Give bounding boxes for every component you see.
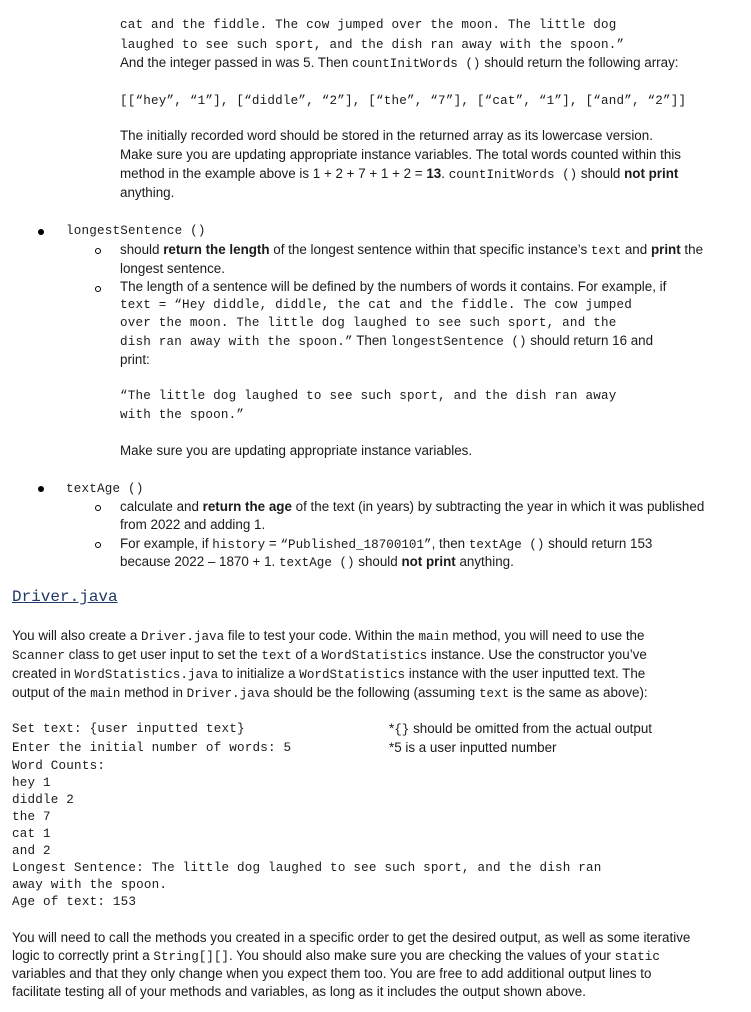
- final-line-4: facilitate testing all of your methods and variables, as long as it includes the output shown above.: [12, 984, 586, 999]
- output-line: and 2: [12, 844, 51, 858]
- driver-p-line1: [12, 627, 737, 646]
- textage-sub2-mid: , then: [431, 536, 469, 551]
- longest-sub1-mid: of the longest sentence within that specific instance’s: [269, 242, 591, 257]
- side-note-1: [389, 720, 652, 739]
- final-line-1: You will need to call the methods you created in a specific order to get the desired output, as well as some iterative: [12, 930, 691, 945]
- textage-sub1-pre: calculate and: [120, 499, 203, 514]
- final-2-code: String[][]: [153, 950, 229, 964]
- output-line: Longest Sentence: The little dog laughed to see such sport, and the dish ran: [12, 861, 602, 875]
- longest-sub2-code4: longestSentence (): [390, 335, 527, 349]
- longest-sub1-post: the: [680, 242, 704, 257]
- longest-sub1-pre: should: [120, 242, 164, 257]
- textage-sub2-l2-post: anything.: [455, 554, 514, 569]
- longest-sub1-line2: longest sentence.: [120, 261, 225, 276]
- driver-p3-c: instance with the user inputted text. The: [405, 666, 646, 681]
- longest-method-name: longestSentence (): [66, 224, 206, 238]
- intro-line-3-post: should return the following array:: [480, 55, 679, 70]
- driver-p4-c: should be the following (assuming: [269, 685, 479, 700]
- output-line: cat 1: [12, 827, 51, 841]
- driver-p-line4: [12, 684, 737, 703]
- textage-sub2-code3: textAge (): [468, 538, 545, 552]
- textage-sub2-l2-bold: not print: [401, 554, 456, 569]
- output-line: Enter the initial number of words: 5: [12, 741, 292, 755]
- longest-sub1-code: text: [590, 244, 622, 258]
- final-line-3: variables and that they only change when you expect them too. You are free to add additional output lines to: [12, 966, 652, 981]
- intro-note-3-post: should: [577, 166, 625, 181]
- driver-p3-code2: WordStatistics: [299, 668, 406, 682]
- example-array: [[“hey”, “1”], [“diddle”, “2”], [“the”, “7”], [“cat”, “1”], [“and”, “2”]]: [120, 94, 687, 108]
- intro-note-1: The initially recorded word should be stored in the returned array as its lowercase version.: [120, 128, 653, 143]
- driver-p2-code2: text: [261, 649, 292, 663]
- side-note-2: *5 is a user inputted number: [389, 740, 557, 755]
- driver-p4-b: method in: [120, 685, 187, 700]
- output-line: away with the spoon.: [12, 878, 168, 892]
- sub-bullet-circle: [95, 248, 101, 254]
- driver-p4-code2: Driver.java: [186, 687, 270, 701]
- driver-p1-c: method, you will need to use the: [448, 628, 645, 643]
- side-note-1-post: should be omitted from the actual output: [409, 721, 653, 736]
- driver-p1-code1: Driver.java: [141, 630, 225, 644]
- driver-p2-code1: Scanner: [12, 649, 65, 663]
- textage-sub2-l2-pre: because 2022 – 1870 + 1.: [120, 554, 279, 569]
- driver-p2-code3: WordStatistics: [321, 649, 428, 663]
- longest-quote-2: with the spoon.”: [120, 408, 245, 422]
- longest-sub1-mid2: and: [621, 242, 651, 257]
- intro-note-4: anything.: [120, 185, 175, 200]
- intro-note-3-bold2: not print: [624, 166, 679, 181]
- driver-p4-code3: text: [478, 687, 510, 701]
- textage-sub1-line1: [120, 498, 732, 516]
- textage-sub2-post: should return 153: [544, 536, 653, 551]
- driver-p-line2: [12, 646, 737, 665]
- driver-p-line3: [12, 665, 737, 684]
- final-line-2: [12, 947, 737, 966]
- textage-sub1-line2: from 2022 and adding 1.: [120, 517, 266, 532]
- intro-code-line-1: cat and the fiddle. The cow jumped over the moon. The little dog: [120, 18, 617, 32]
- longest-sub2-code1: text = “Hey diddle, diddle, the cat and the fiddle. The cow jumped: [120, 298, 632, 312]
- longest-quote-1: “The little dog laughed to see such sport, and the dish ran away: [120, 389, 617, 403]
- side-note-1-code: {}: [394, 723, 410, 737]
- intro-note-3-code: countInitWords (): [448, 168, 578, 182]
- driver-p4-code1: main: [90, 687, 121, 701]
- longest-sub2-post: should return 16 and: [526, 333, 654, 348]
- driver-p3-b: to initialize a: [218, 666, 300, 681]
- textage-sub2-code: history: [212, 538, 266, 552]
- output-line: diddle 2: [12, 793, 75, 807]
- textage-sub2-line1: [120, 535, 732, 554]
- driver-p1-b: file to test your code. Within the: [224, 628, 419, 643]
- textage-sub2-pre: For example, if: [120, 536, 213, 551]
- final-2-mid: . You should also make sure you are checking the values of your: [228, 948, 615, 963]
- intro-note-2: Make sure you are updating appropriate instance variables. The total words counted within this: [120, 147, 681, 162]
- intro-line-3-pre: And the integer passed in was 5. Then: [120, 55, 353, 70]
- sub-bullet-circle: [95, 505, 101, 511]
- bullet-dot: [38, 486, 44, 492]
- longest-sub1-bold2: print: [650, 242, 681, 257]
- driver-p3-a: created in: [12, 666, 75, 681]
- intro-line-3-code: countInitWords (): [352, 57, 481, 71]
- driver-p1-a: You will also create a: [12, 628, 142, 643]
- driver-p4-a: output of the: [12, 685, 91, 700]
- intro-note-3-bold: 13: [426, 166, 442, 181]
- textage-sub1-post: of the text (in years) by subtracting the year in which it was published: [291, 499, 705, 514]
- driver-p2-b: of a: [291, 647, 322, 662]
- bullet-dot: [38, 229, 44, 235]
- driver-p2-a: class to get user input to set the: [64, 647, 262, 662]
- driver-p1-code2: main: [418, 630, 449, 644]
- intro-line-3: [120, 54, 732, 73]
- driver-p4-d: is the same as above):: [509, 685, 648, 700]
- final-2-pre: logic to correctly print a: [12, 948, 154, 963]
- output-line: Set text: {user inputted text}: [12, 722, 245, 736]
- intro-code-line-2: [120, 35, 732, 54]
- sub-bullet-circle: [95, 286, 101, 292]
- textage-method-name: textAge (): [66, 482, 144, 496]
- textage-sub1-bold: return the age: [202, 499, 292, 514]
- longest-note: Make sure you are updating appropriate instance variables.: [120, 443, 473, 458]
- textage-sub2-code2: “Published_18700101”: [280, 538, 432, 552]
- sub-bullet-circle: [95, 542, 101, 548]
- output-line: hey 1: [12, 776, 51, 790]
- textage-sub2-l2-mid: should: [354, 554, 402, 569]
- textage-sub2-eq: =: [265, 536, 281, 551]
- longest-sub2-line5: print:: [120, 352, 150, 367]
- longest-sub2-line1: The length of a sentence will be defined by the numbers of words it contains. For example, if: [120, 279, 667, 294]
- driver-p2-c: instance. Use the constructor you’ve: [427, 647, 647, 662]
- longest-sub2-line4: [120, 332, 732, 351]
- output-line: the 7: [12, 810, 51, 824]
- longest-sub1-bold: return the length: [163, 242, 270, 257]
- textage-sub2-l2-code: textAge (): [278, 556, 355, 570]
- intro-note-3-pre: method in the example above is 1 + 2 + 7 + 1 + 2 =: [120, 166, 427, 181]
- driver-heading: Driver.java: [12, 588, 118, 606]
- longest-sub1-line1: [120, 241, 732, 260]
- final-2-code2: static: [614, 950, 660, 964]
- output-line: Word Counts:: [12, 759, 106, 773]
- intro-note-3: [120, 165, 732, 184]
- output-line: Age of text: 153: [12, 895, 137, 909]
- side-note-1-pre: *: [389, 721, 395, 736]
- longest-sub2-code2: over the moon. The little dog laughed to see such sport, and the: [120, 316, 617, 330]
- longest-sub2-mid: Then: [352, 333, 391, 348]
- intro-note-3-mid: .: [441, 166, 449, 181]
- longest-sub2-code3: dish ran away with the spoon.”: [120, 335, 353, 349]
- intro-code-line-2-text: laughed to see such sport, and the dish ran away with the spoon.”: [120, 38, 625, 52]
- driver-p3-code1: WordStatistics.java: [74, 668, 219, 682]
- textage-sub2-line2: [120, 553, 732, 572]
